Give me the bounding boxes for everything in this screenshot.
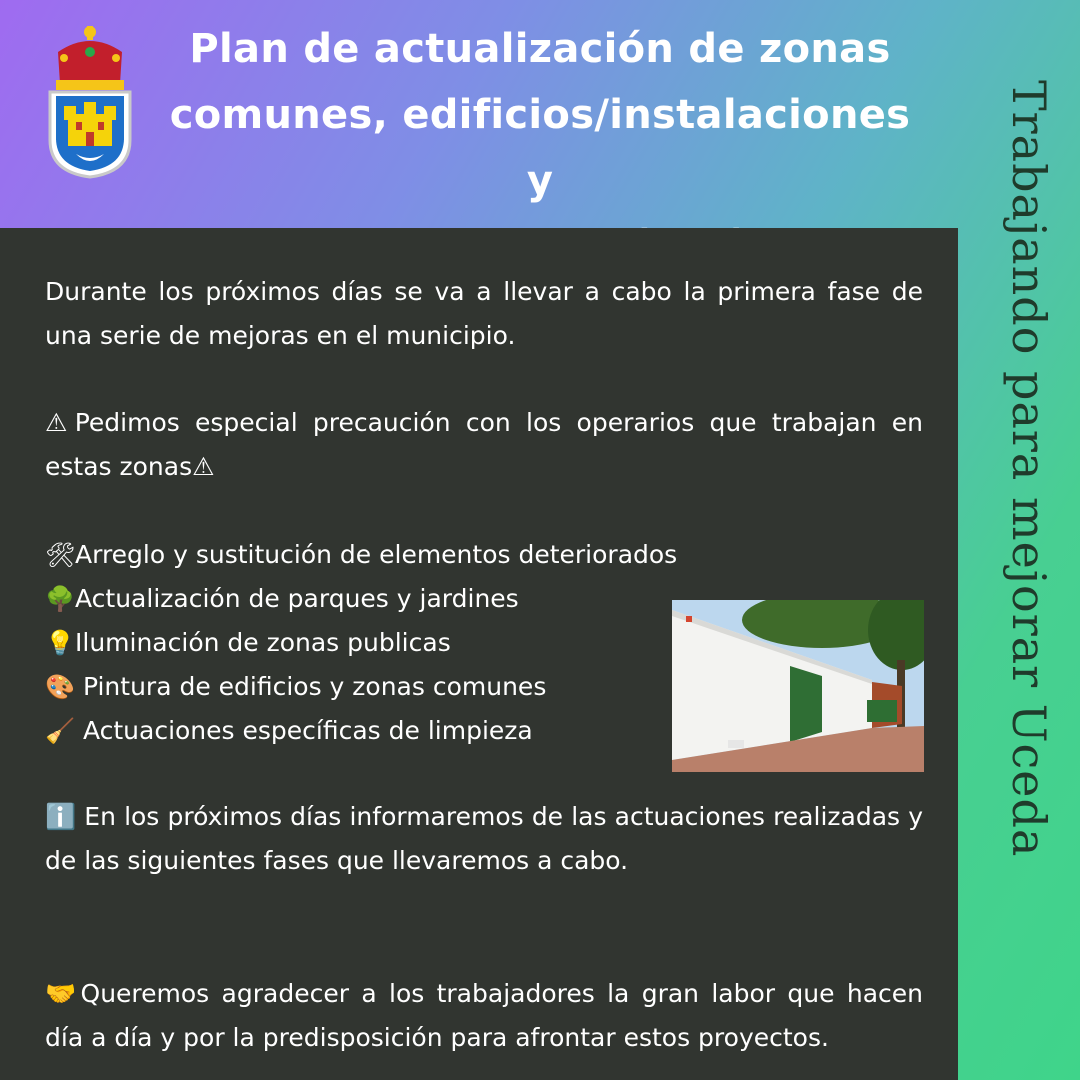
list-item	[45, 577, 665, 621]
tree-icon: 🌳	[45, 585, 75, 613]
thanks-text: 🤝Queremos agradecer a los trabajadores la gran labor que hacen día a día y por la predisposición para afrontar estos proyectos.	[45, 979, 923, 1052]
list-item	[45, 621, 665, 665]
coat-of-arms-icon	[40, 22, 140, 180]
list-item	[45, 665, 665, 709]
title-line: Plan de actualización de zonas	[189, 26, 891, 72]
intro-text: Durante los próximos días se va a llevar a cabo la primera fase de una serie de mejoras en el municipio.	[45, 277, 923, 350]
list-item-text: Actualización de parques y jardines	[75, 584, 519, 613]
street-photo	[672, 600, 924, 772]
list-item-text: Pintura de edificios y zonas comunes	[75, 672, 547, 701]
list-item-text: Actuaciones específicas de limpieza	[75, 716, 533, 745]
title-line: comunes, edificios/instalaciones y	[169, 92, 911, 204]
palette-icon: 🎨	[45, 673, 75, 701]
side-banner	[958, 0, 1080, 1080]
tools-icon: 🛠	[45, 541, 76, 569]
header	[0, 0, 958, 228]
lightbulb-icon: 💡	[45, 629, 75, 657]
side-slogan: Trabajando para mejorar Uceda	[1002, 80, 1056, 858]
list-item	[45, 709, 665, 753]
list-item	[45, 533, 678, 577]
content-panel	[0, 228, 958, 1080]
warning-text: ⚠Pedimos especial precaución con los operarios que trabajan en estas zonas⚠	[45, 408, 923, 481]
broom-icon: 🧹	[45, 717, 75, 745]
list-item-text: Arreglo y sustitución de elementos deteriorados	[75, 540, 678, 569]
improvement-list	[45, 533, 678, 753]
list-item-text: Iluminación de zonas publicas	[75, 628, 451, 657]
info-text: ℹ️ En los próximos días informaremos de las actuaciones realizadas y de las siguientes fases que llevaremos a cabo.	[45, 802, 923, 875]
